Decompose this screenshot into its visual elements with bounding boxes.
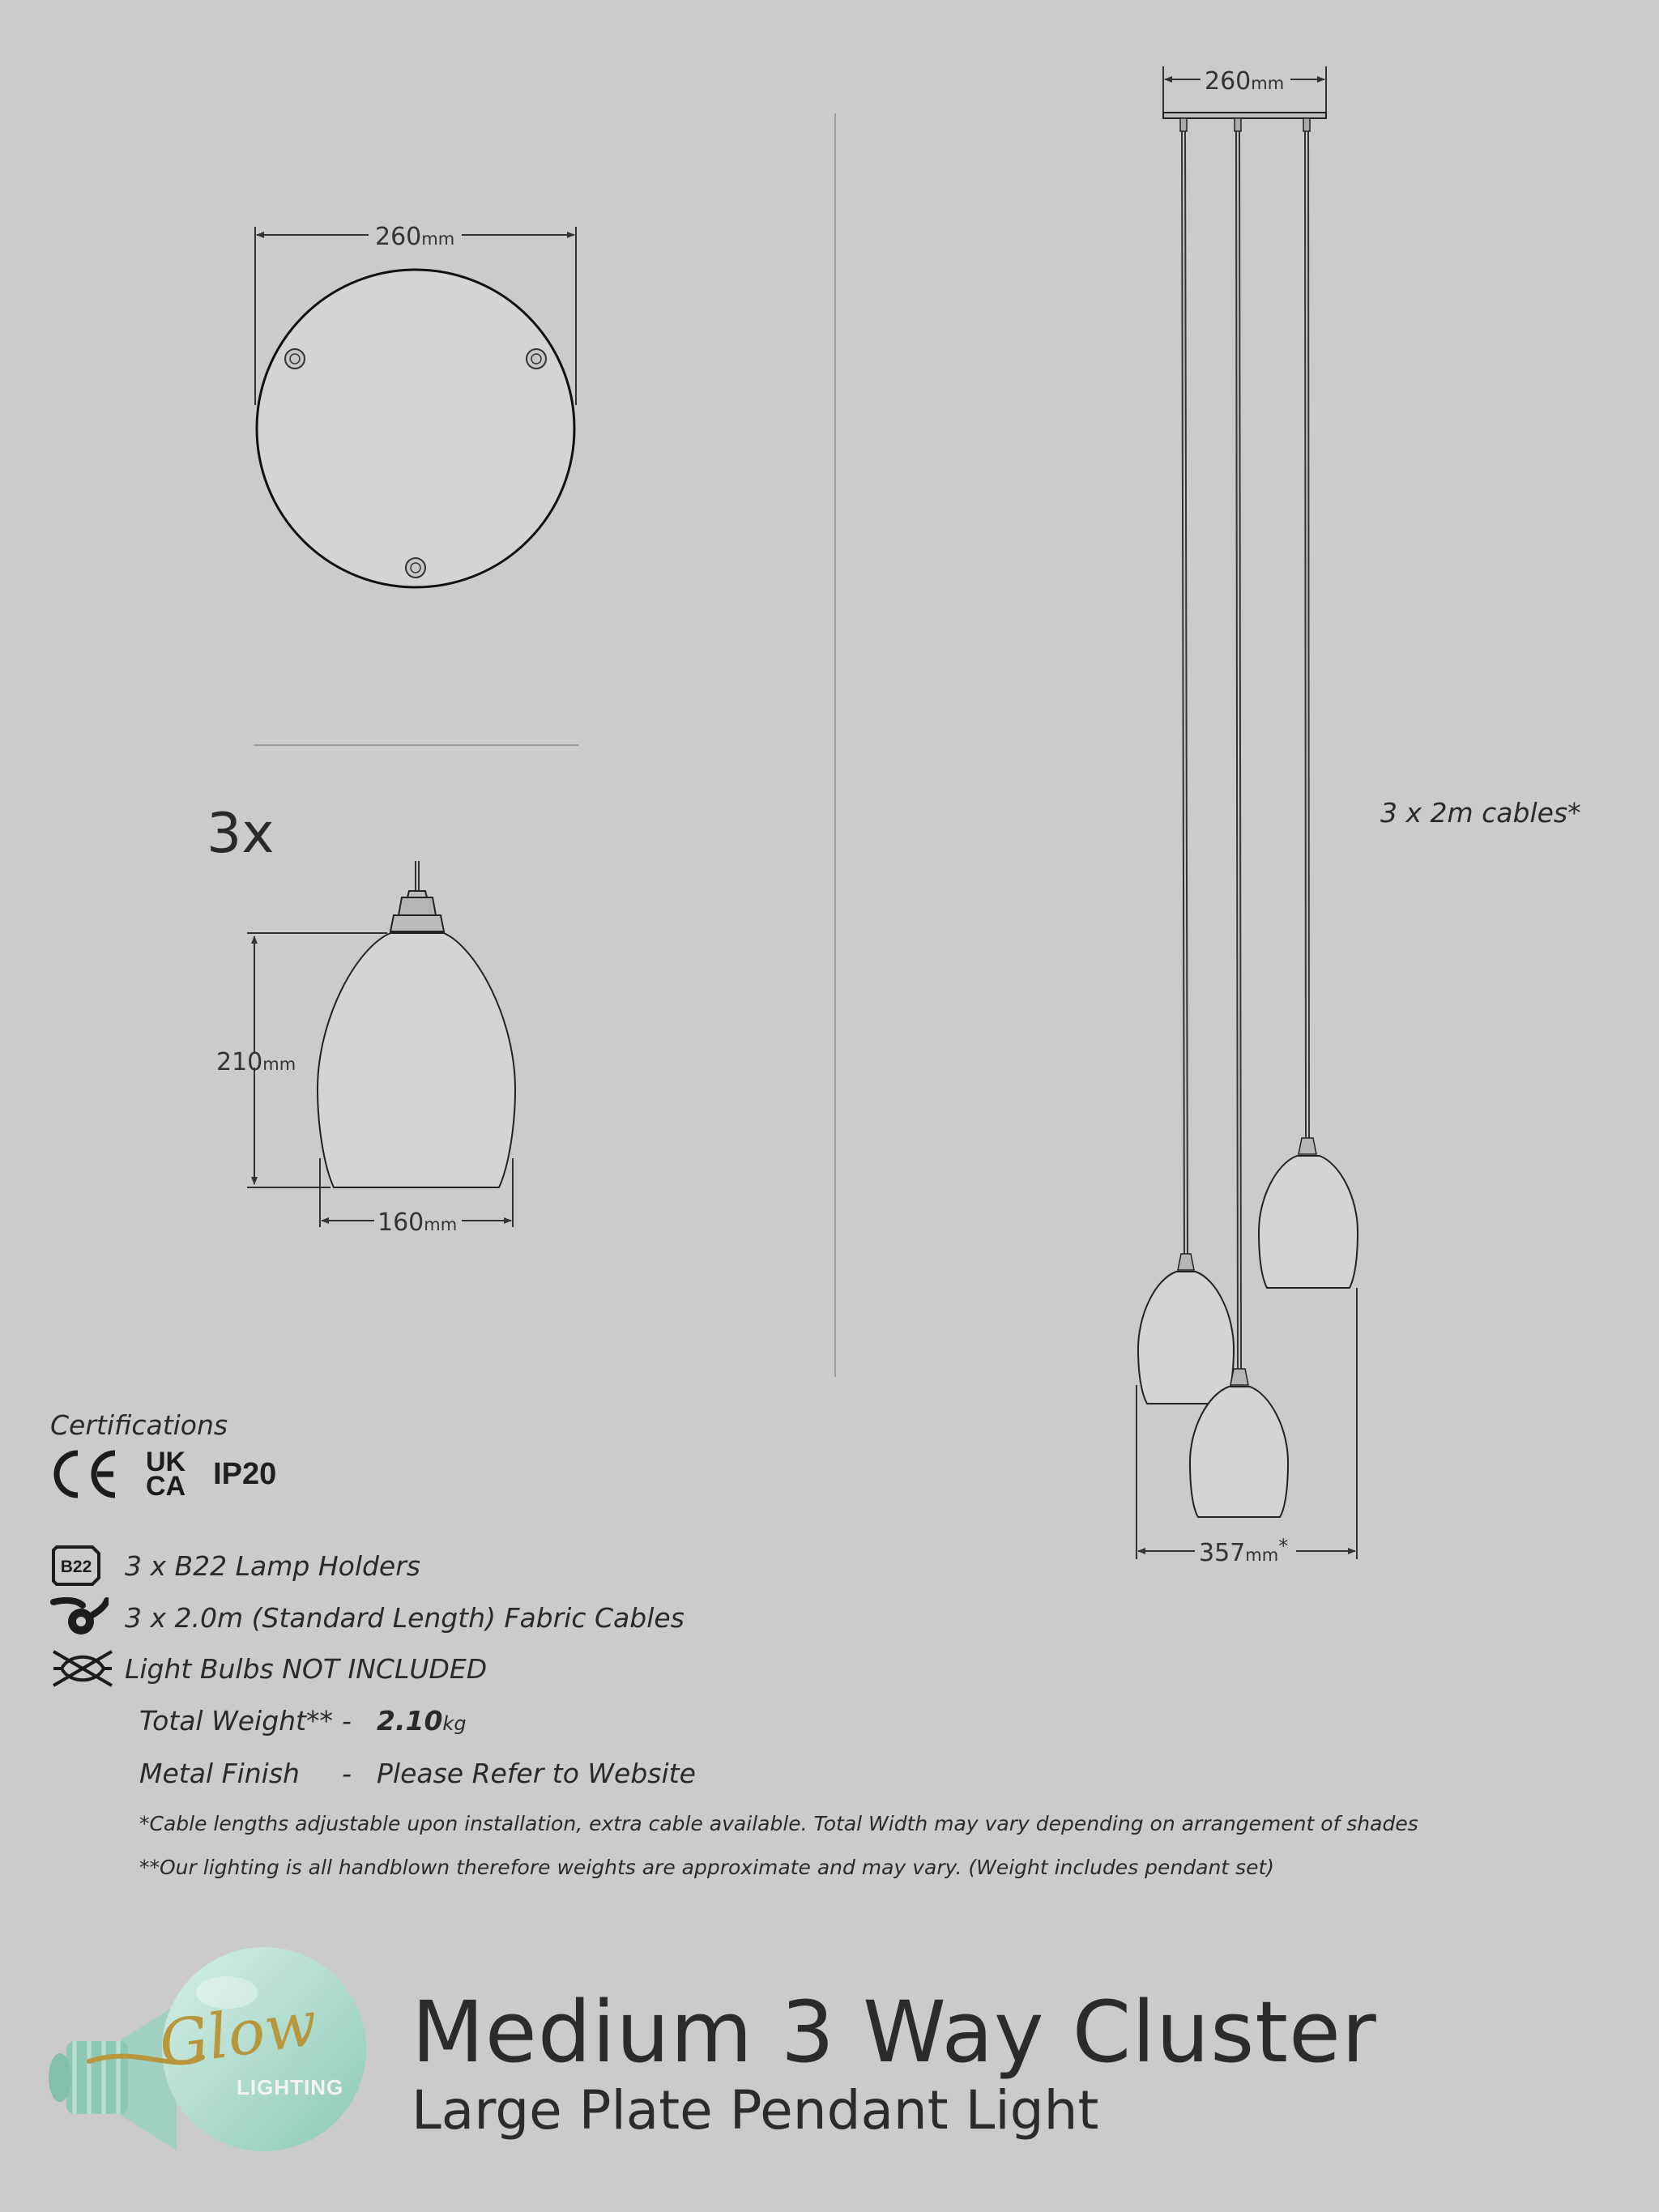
spec-weight-value: 2.10 (377, 1705, 443, 1737)
cluster-shade (1259, 1138, 1358, 1288)
spec-weight-unit: kg (442, 1712, 467, 1735)
ce-mark-icon (50, 1448, 118, 1500)
feature-label: 3 x B22 Lamp Holders (125, 1549, 420, 1582)
feature-lamp-holder (50, 1545, 420, 1586)
plate-screw (285, 349, 305, 369)
footnote-cable: *Cable lengths adjustable upon installation, extra cable available. Total Width may vary depending on arrangement of shades (139, 1812, 1418, 1835)
feature-fabric-cable (50, 1597, 684, 1638)
feature-bulbs-not-included (50, 1648, 488, 1689)
spec-finish-value: Please Refer to Website (377, 1758, 696, 1789)
pendant-shade-side-view (247, 861, 515, 1227)
shade-width-label: 160mm (377, 1208, 458, 1237)
b22-icon-text: B22 (60, 1558, 92, 1576)
glass-shade (318, 933, 515, 1187)
bulb-not-included-icon (50, 1648, 115, 1689)
ceiling-plate-circle (257, 270, 574, 587)
fabric-cable-icon (50, 1597, 115, 1638)
cluster-side-view (1137, 66, 1358, 1559)
plate-screw (527, 349, 546, 369)
plate-width-label: 260mm (375, 223, 455, 251)
spec-finish (139, 1758, 696, 1789)
ukca-mark-icon (146, 1447, 186, 1502)
shade-count: 3x (207, 802, 275, 866)
plate-screw (406, 558, 425, 578)
certification-badges (50, 1446, 276, 1502)
b22-lamp-holder-icon (50, 1545, 115, 1586)
spec-weight-label: Total Weight** (139, 1705, 333, 1737)
spec-dash: - (342, 1758, 352, 1789)
certifications-title: Certifications (50, 1409, 228, 1441)
feature-label: 3 x 2.0m (Standard Length) Fabric Cables (125, 1601, 684, 1634)
cluster-shade (1138, 1254, 1234, 1404)
ukca-top: UK (146, 1447, 186, 1477)
cluster-total-width-label: 357mm* (1199, 1535, 1289, 1567)
ip-rating: IP20 (213, 1456, 277, 1491)
logo-word-text: LIGHTING (237, 2075, 344, 2099)
cluster-plate-width-label: 260mm (1205, 67, 1285, 96)
footnote-weight: **Our lighting is all handblown therefore weights are approximate and may vary. (Weight includes pendant set) (139, 1856, 1275, 1879)
shade-height-label: 210mm (216, 1048, 296, 1076)
product-title: Medium 3 Way Cluster (412, 1983, 1377, 2082)
product-subtitle: Large Plate Pendant Light (412, 2079, 1099, 2142)
spec-dash: - (342, 1705, 352, 1737)
ukca-bottom: CA (146, 1471, 186, 1502)
cable-length-note: 3 x 2m cables* (1380, 797, 1581, 829)
spec-weight (139, 1705, 467, 1737)
spec-finish-label: Metal Finish (139, 1758, 300, 1789)
ceiling-plate (1163, 113, 1326, 118)
logo-script-text: Glow (154, 1986, 322, 2081)
plate-top-view (255, 227, 576, 587)
feature-label: Light Bulbs NOT INCLUDED (125, 1652, 488, 1685)
